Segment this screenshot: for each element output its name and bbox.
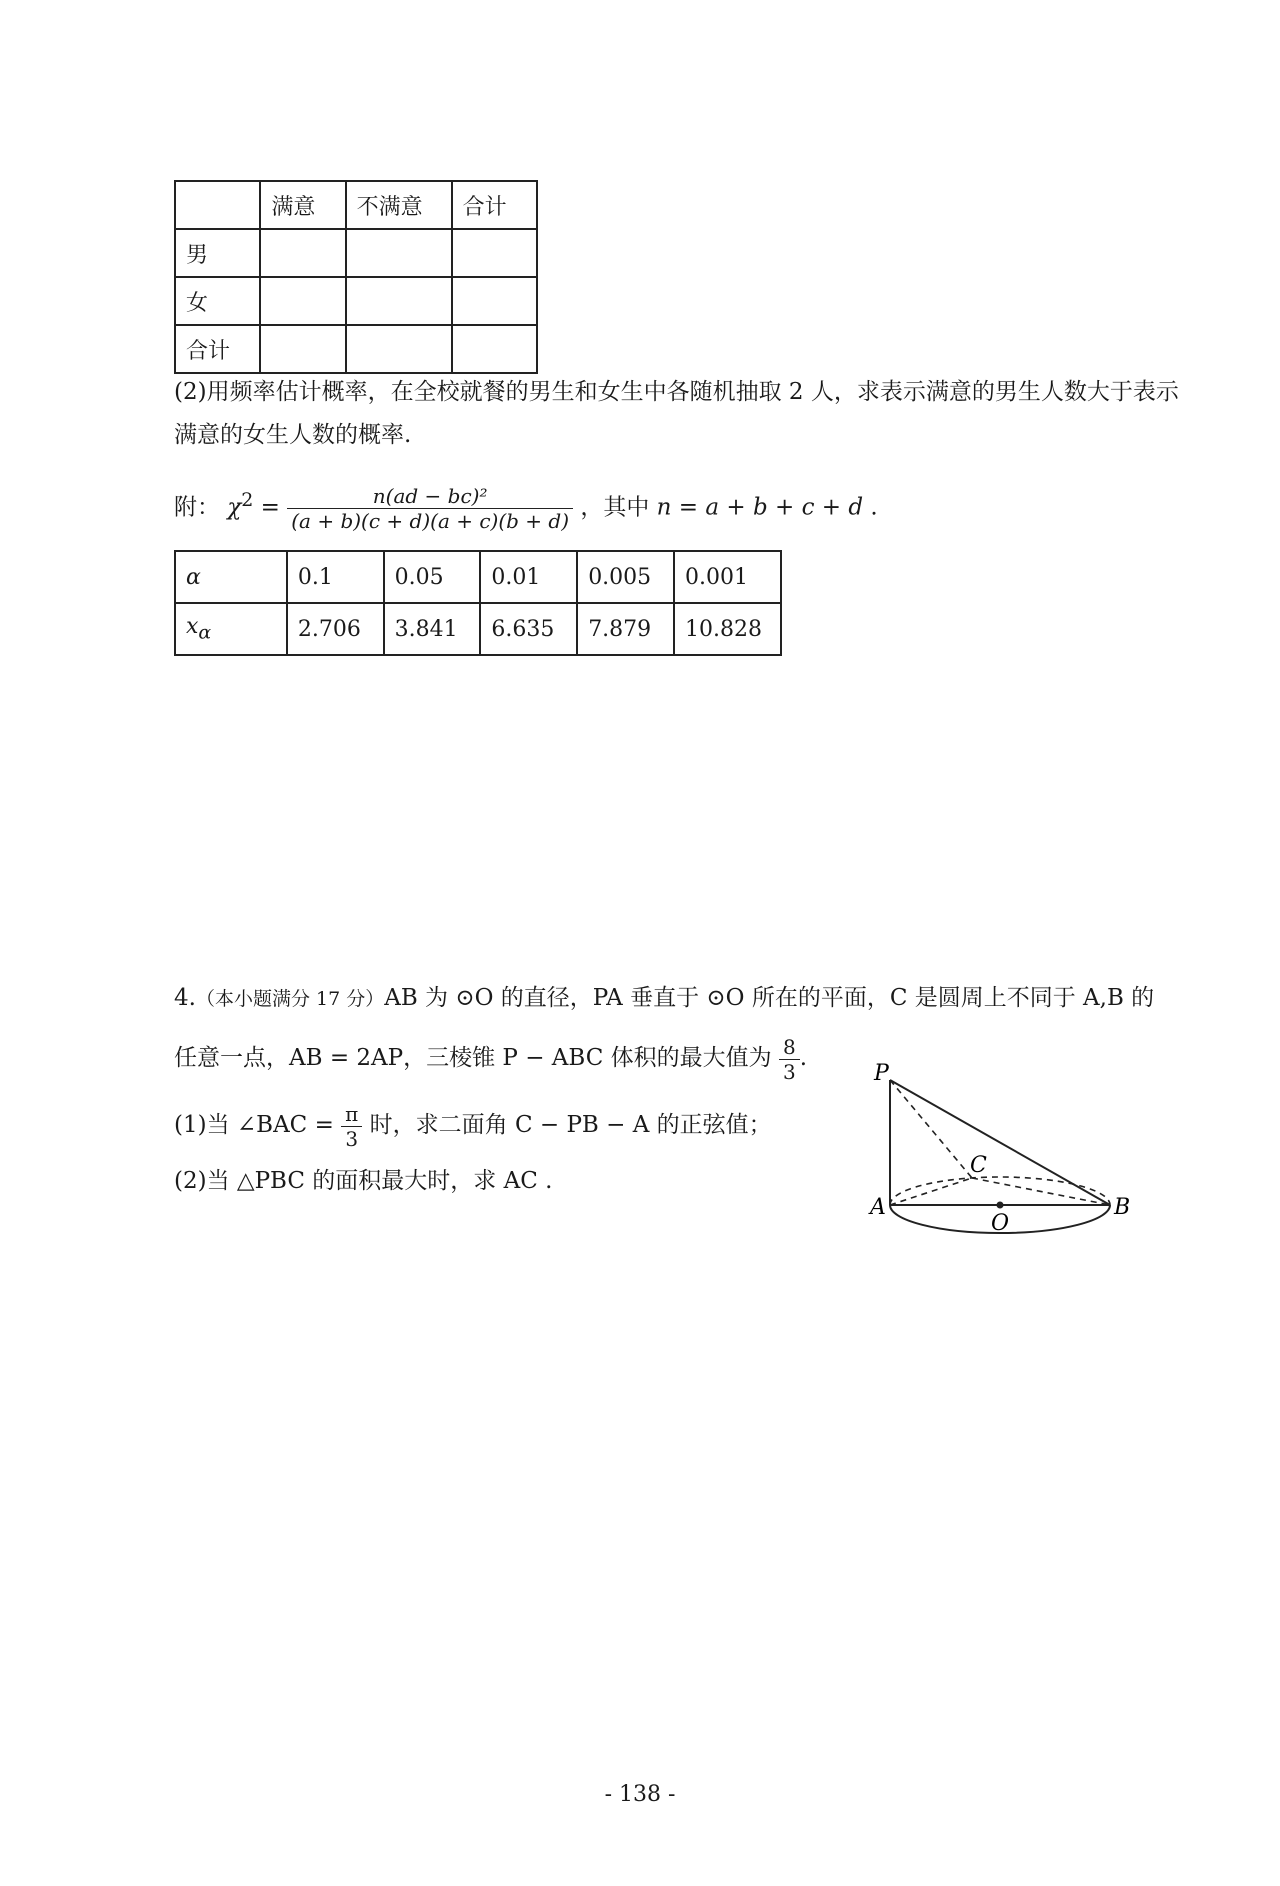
problem-4-line-2	[174, 1030, 807, 1086]
angle-denominator: 3	[345, 1126, 359, 1151]
angle-numerator: π	[341, 1102, 362, 1127]
table-cell	[346, 325, 452, 373]
sub-question-1	[174, 1097, 772, 1153]
table-cell: 0.01	[480, 551, 577, 603]
table-cell: 男	[175, 229, 260, 277]
table-cell: 7.879	[577, 603, 674, 655]
page-number: - 138 -	[604, 1782, 676, 1807]
table-cell	[260, 325, 345, 373]
table-cell: 6.635	[480, 603, 577, 655]
alpha-label: α	[175, 551, 287, 603]
chi-square-formula	[174, 470, 878, 538]
problem-4-text-1: AB 为 ⊙O 的直径，PA 垂直于 ⊙O 所在的平面，C 是圆周上不同于 A,B 的	[384, 985, 1155, 1011]
table-cell: 0.001	[674, 551, 781, 603]
chi-numerator: n(ad − bc)²	[287, 484, 573, 509]
table-cell: 合计	[175, 325, 260, 373]
label-C: C	[970, 1153, 987, 1178]
table-cell	[452, 325, 537, 373]
table-cell	[346, 229, 452, 277]
table-header-cell: 满意	[260, 181, 345, 229]
formula-suffix-expr: n = a + b + c + d	[656, 494, 864, 521]
angle-fraction	[341, 1102, 362, 1151]
max-volume-fraction	[779, 1035, 800, 1084]
problem-4-text-2: 任意一点，AB = 2AP，三棱锥 P − ABC 体积的最大值为	[174, 1045, 772, 1071]
question-2-line-2: 满意的女生人数的概率.	[174, 422, 412, 448]
table-cell: 2.706	[287, 603, 384, 655]
table-row	[175, 325, 537, 373]
label-B: B	[1114, 1195, 1131, 1220]
formula-period: .	[870, 494, 878, 521]
table-header-row	[175, 181, 537, 229]
table-row-x	[175, 603, 781, 655]
table-cell	[260, 229, 345, 277]
table-row	[175, 229, 537, 277]
question-2-line-1: (2)用频率估计概率，在全校就餐的男生和女生中各随机抽取 2 人，求表示满意的男生人数大于表示	[174, 379, 1179, 405]
table-cell	[452, 229, 537, 277]
problem-number: 4.	[174, 985, 196, 1011]
x-subscript: α	[198, 621, 212, 644]
segment-PB	[890, 1080, 1110, 1205]
table-header-cell: 合计	[452, 181, 537, 229]
table-cell: 0.1	[287, 551, 384, 603]
chi-denominator: (a + b)(c + d)(a + c)(b + d)	[291, 509, 570, 534]
x-label: x	[186, 614, 199, 640]
max-volume-denominator: 3	[782, 1059, 796, 1084]
max-volume-numerator: 8	[779, 1035, 800, 1060]
table-cell	[452, 277, 537, 325]
segment-PC	[890, 1080, 972, 1178]
table-cell: 0.005	[577, 551, 674, 603]
base-circle-back	[890, 1177, 1110, 1205]
table-cell	[346, 277, 452, 325]
table-cell: 女	[175, 277, 260, 325]
table-row	[175, 277, 537, 325]
table-row-alpha	[175, 551, 781, 603]
table-cell: 3.841	[384, 603, 481, 655]
formula-equals: =	[253, 494, 280, 521]
problem-4-period: .	[799, 1045, 808, 1071]
label-A: A	[870, 1195, 886, 1220]
satisfaction-table	[174, 180, 538, 374]
table-header-cell: 不满意	[346, 181, 452, 229]
center-point-O	[997, 1202, 1004, 1209]
formula-prefix: 附：	[174, 494, 220, 521]
table-cell: 10.828	[674, 603, 781, 655]
chi-symbol: χ	[227, 494, 242, 521]
chi-fraction	[287, 484, 573, 533]
sub-question-2: (2)当 △PBC 的面积最大时，求 AC .	[174, 1168, 553, 1194]
sub-question-1-start: (1)当 ∠BAC =	[174, 1112, 334, 1138]
chi-superscript: 2	[241, 489, 254, 511]
critical-value-table	[174, 550, 782, 656]
label-P: P	[874, 1061, 889, 1086]
formula-suffix-text: ，其中	[580, 494, 650, 521]
x-alpha-label	[175, 603, 287, 655]
table-header-cell	[175, 181, 260, 229]
score-note: （本小题满分 17 分）	[195, 988, 385, 1010]
label-O: O	[991, 1211, 1010, 1236]
table-cell: 0.05	[384, 551, 481, 603]
segment-CB	[972, 1178, 1110, 1205]
segment-AC	[890, 1178, 972, 1205]
table-cell	[260, 277, 345, 325]
cone-figure	[860, 1050, 1140, 1250]
sub-question-1-end: 时，求二面角 C − PB − A 的正弦值；	[369, 1112, 772, 1138]
problem-4-line-1	[174, 983, 1154, 1014]
